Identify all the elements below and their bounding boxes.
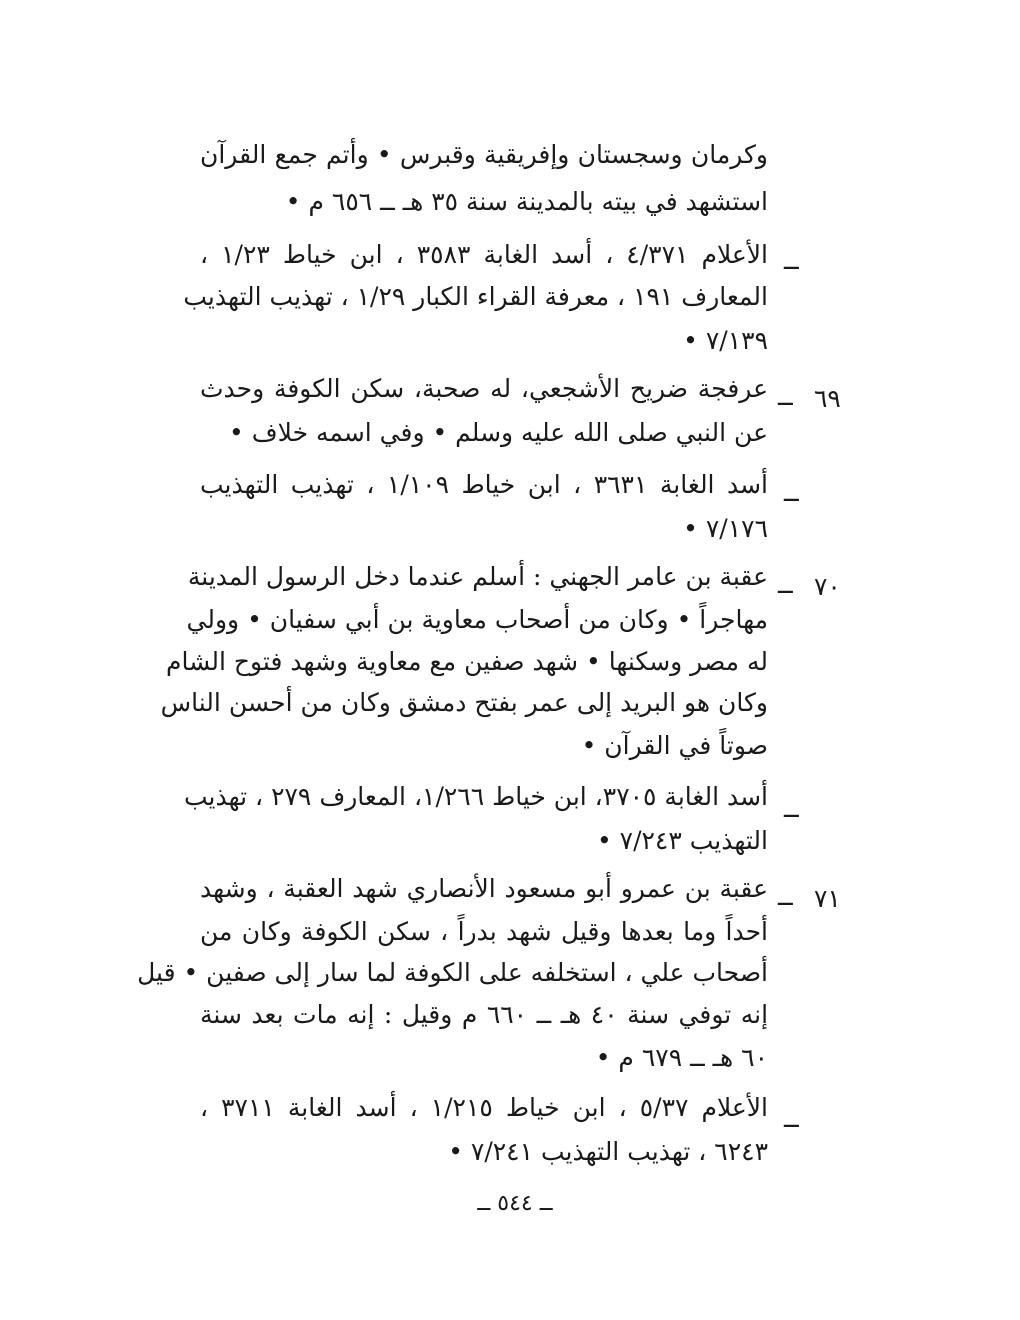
entry-line: مهاجراً • وكان من أصحاب معاوية بن أبي سفيان • وولي (186, 605, 768, 634)
entry-line: عقبة بن عامر الجهني : أسلم عندما دخل الرسول المدينة (187, 562, 768, 591)
reference-dash: ــ (784, 1104, 799, 1133)
entry-line: إنه توفي سنة ٤٠ هـ ــ ٦٦٠ م وقيل : إنه مات بعد سنة (200, 1000, 769, 1029)
reference-line: ٧/١٣٩ • (683, 326, 768, 355)
entry-line: له مصر وسكنها • شهد صفين مع معاوية وشهد فتوح الشام (165, 647, 768, 676)
entry-line: صوتاً في القرآن • (581, 731, 768, 760)
reference-line: الأعلام ٤/٣٧١ ، أسد الغابة ٣٥٨٣ ، ابن خياط ١/٢٣ ، (200, 240, 768, 269)
reference-line: أسد الغابة ٣٦٣١ ، ابن خياط ١/١٠٩ ، تهذيب التهذيب (200, 470, 769, 499)
text-line: استشهد في بيته بالمدينة سنة ٣٥ هـ ــ ٦٥٦ م • (285, 187, 768, 216)
entry-dash: ــ (778, 882, 793, 911)
entry-number: ٦٩ (814, 384, 841, 413)
reference-line: التهذيب ٧/٢٤٣ • (596, 826, 768, 855)
entry-dash: ــ (778, 570, 793, 599)
entry-line: عن النبي صلى الله عليه وسلم • وفي اسمه خلاف • (229, 418, 768, 447)
entry-line: أحداً وما بعدها وقيل شهد بدراً ، سكن الكوفة وكان من (200, 917, 768, 946)
reference-line: الأعلام ٥/٣٧ ، ابن خياط ١/٢١٥ ، أسد الغابة ٣٧١١ ، (200, 1093, 768, 1122)
reference-dash: ــ (784, 246, 799, 275)
reference-line: المعارف ١٩١ ، معرفة القراء الكبار ١/٢٩ ، تهذيب التهذيب (183, 282, 768, 311)
text-line: وكرمان وسجستان وإفريقية وقبرس • وأتم جمع القرآن (200, 140, 768, 169)
entry-line: ٦٠ هـ ــ ٦٧٩ م • (595, 1043, 768, 1072)
entry-number: ٧١ (814, 884, 841, 913)
entry-line: أصحاب علي ، استخلفه على الكوفة لما سار إلى صفين • قيل (137, 958, 768, 987)
reference-line: ٦٢٤٣ ، تهذيب التهذيب ٧/٢٤١ • (448, 1137, 768, 1166)
entry-dash: ــ (778, 382, 793, 411)
entry-line: وكان هو البريد إلى عمر بفتح دمشق وكان من أحسن الناس (160, 688, 768, 717)
reference-line: أسد الغابة ٣٧٠٥، ابن خياط ١/٢٦٦، المعارف ٢٧٩ ، تهذيب (184, 782, 768, 811)
entry-line: عقبة بن عمرو أبو مسعود الأنصاري شهد العقبة ، وشهد (200, 874, 768, 903)
entry-line: عرفجة ضريح الأشجعي، له صحبة، سكن الكوفة وحدث (200, 374, 768, 403)
reference-dash: ــ (784, 794, 799, 823)
page-number: ــ ٥٤٤ ــ (477, 1191, 553, 1216)
reference-line: ٧/١٧٦ • (683, 514, 768, 543)
reference-dash: ــ (784, 478, 799, 507)
entry-number: ٧٠ (814, 572, 841, 601)
